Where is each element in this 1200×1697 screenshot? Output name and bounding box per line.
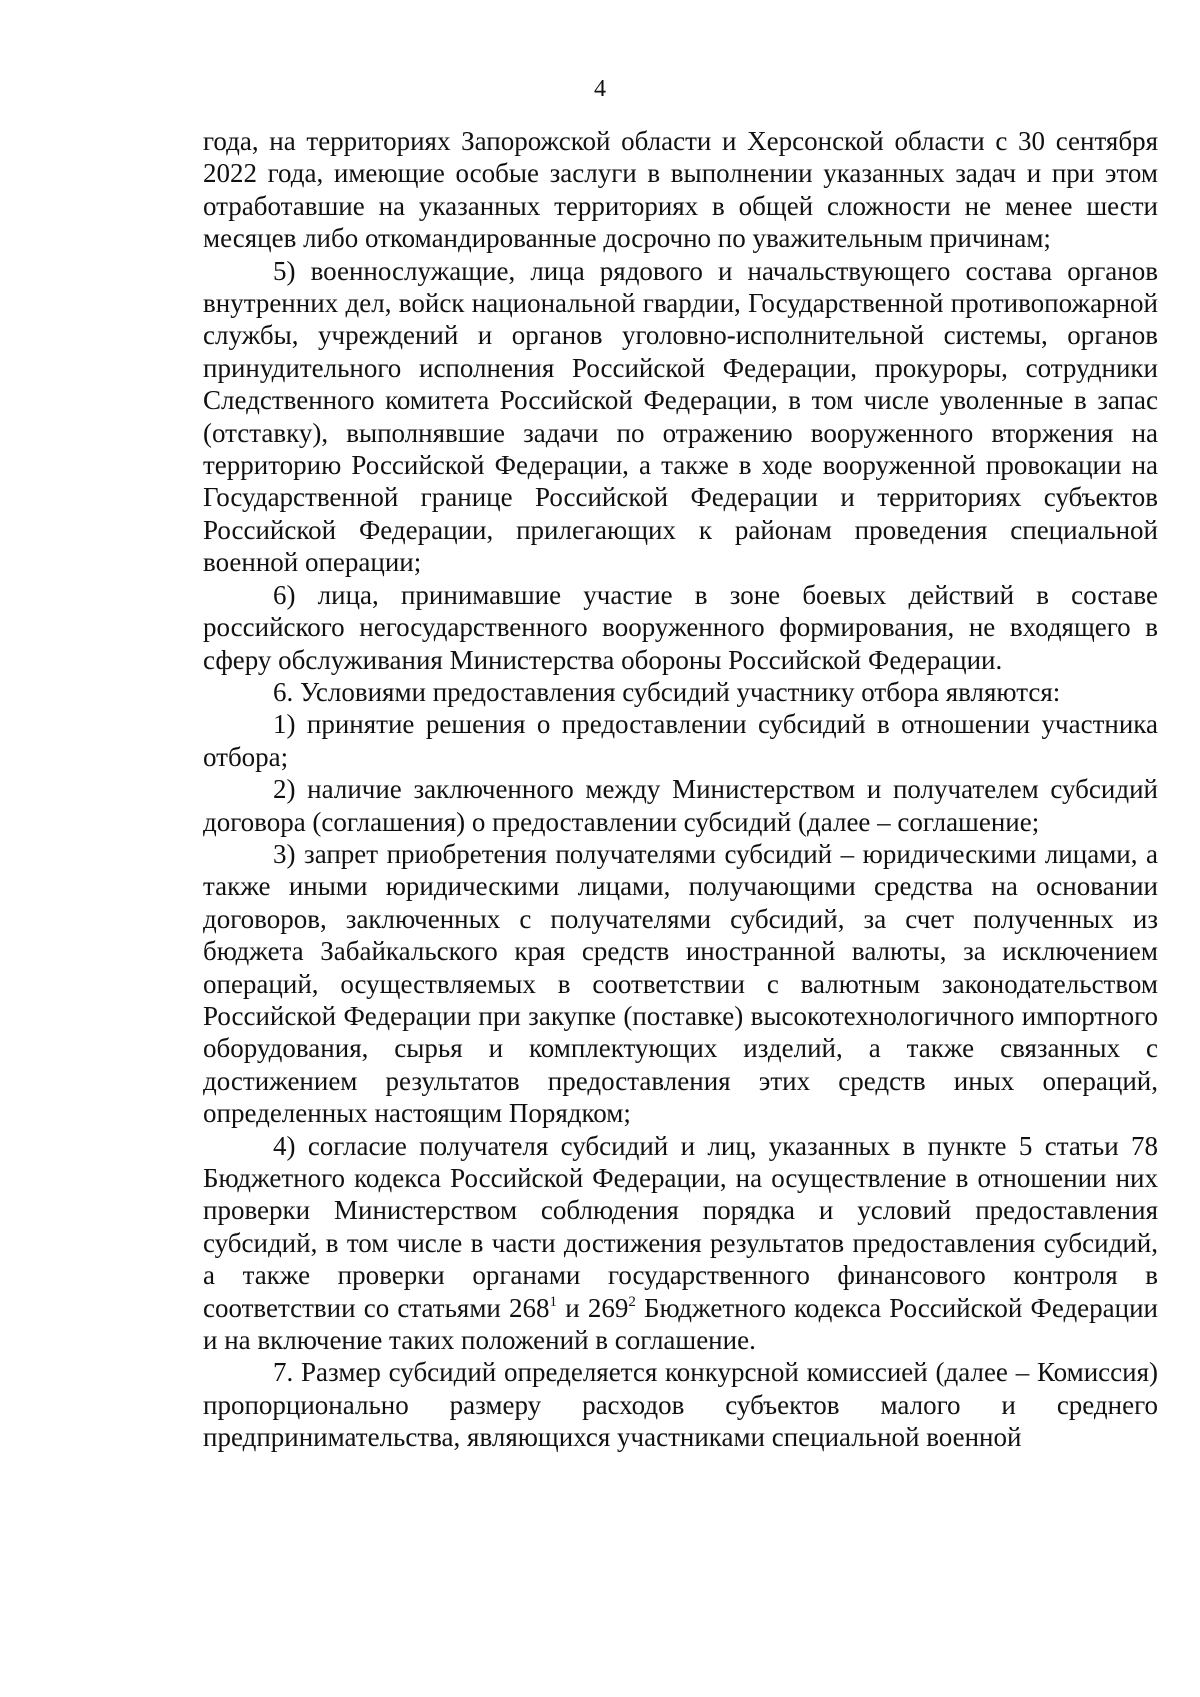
clause-6-heading: 6. Условиями предоставления субсидий участнику отбора являются: — [273, 676, 1061, 707]
condition-1: 1) принятие решения о предоставлении субсидий в отношении участника отбора; — [203, 709, 1158, 772]
superscript-2: 2 — [628, 1293, 636, 1310]
clause-7-subsidy-size: 7. Размер субсидий определяется конкурсной комиссией (далее – Комиссия) пропорционально размеру расходов субъектов малого и среднего предпринимательства, являющихся участниками специальной военной — [203, 1357, 1158, 1453]
condition-4-text-b: и 269 — [557, 1292, 629, 1323]
list-item-6-volunteer-formations: 6) лица, принимавшие участие в зоне боевых действий в составе российского негосударственного вооруженного формирования, не входящего в сферу обслуживания Министерства обороны Российской Федерации. — [203, 579, 1158, 675]
condition-2: 2) наличие заключенного между Министерством и получателем субсидий договора (соглашения) о предоставлении субсидий (далее – соглашение; — [203, 774, 1158, 837]
condition-3: 3) запрет приобретения получателями субсидий – юридическими лицами, а также иными юридическими лицами, получающими средства на основании договоров, заключенных с получателями субсидий, за счет полученных из бюджета Забайкальского края средств иностранной валюты, за исключением операций, осуществляемых в соответствии с валютным законодательством Российской Федерации при закупке (поставке) высокотехнологичного импортного оборудования, сырья и комплектующих изделий, а также связанных с достижением результатов предоставления этих средств иных операций, определенных настоящим Порядком; — [203, 838, 1158, 1129]
document-body — [203, 125, 1158, 1454]
superscript-1: 1 — [549, 1293, 558, 1310]
condition-4 — [203, 1130, 1158, 1357]
paragraph-continuation: года, на территориях Запорожской области и Херсонской области с 30 сентября 2022 года, имеющие особые заслуги в выполнении указанных задач и при этом отработавшие на указанных территориях в общей сложности не менее шести месяцев либо откомандированные досрочно по уважительным причинам; — [203, 126, 1158, 254]
page-number: 4 — [594, 76, 606, 102]
condition-4-text-a: 4) согласие получателя субсидий и лиц, указанных в пункте 5 статьи 78 Бюджетного кодекса Российской Федерации, на осуществление в отношении них проверки Министерством соблюдения порядка и условий предоставления субсидий, в том числе в части достижения результатов предоставления субсидий, а также проверки органами государственного финансового контроля в соответствии со статьями 268 — [203, 1130, 1158, 1323]
condition-4-text-c: Бюджетного кодекса Российской Федерации и на включение таких положений в соглашение. — [203, 1292, 1158, 1356]
list-item-5-servicemen: 5) военнослужащие, лица рядового и начальствующего состава органов внутренних дел, войск национальной гвардии, Государственной противопожарной службы, учреждений и органов уголовно-исполнительной системы, органов принудительного исполнения Российской Федерации, прокуроры, сотрудники Следственного комитета Российской Федерации, в том числе уволенные в запас (отставку), выполнявшие задачи по отражению вооруженного вторжения на территорию Российской Федерации, а также в ходе вооруженной провокации на Государственной границе Российской Федерации и территориях субъектов Российской Федерации, прилегающих к районам проведения специальной военной операции; — [203, 255, 1158, 578]
